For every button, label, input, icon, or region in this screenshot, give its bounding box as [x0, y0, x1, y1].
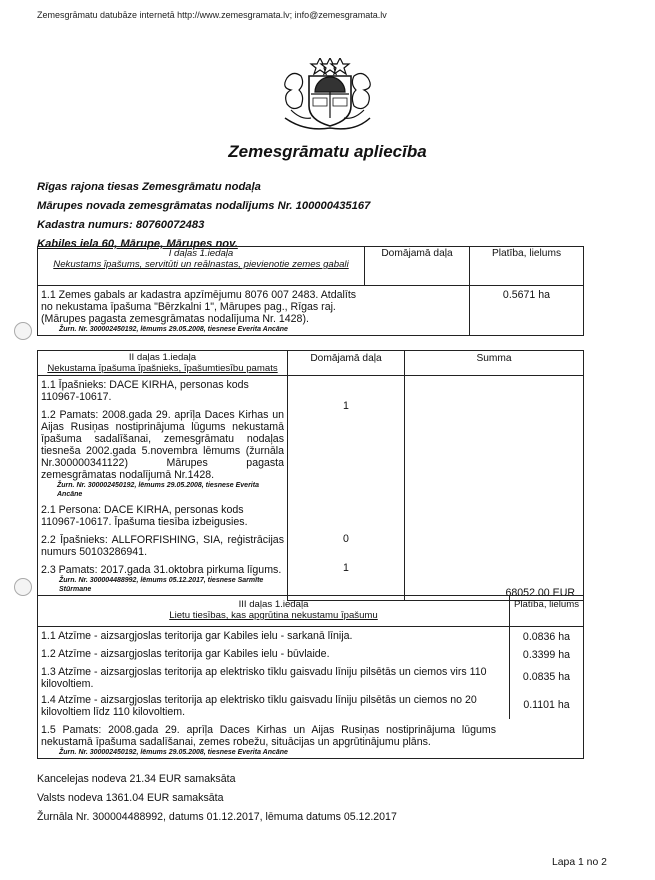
entry-area: 0.5671 ha — [470, 286, 584, 336]
entry-text: 1.2 Atzīme - aizsargjoslas teritorija gar Kabiles ielu - būvlaide. — [38, 645, 510, 663]
document-meta — [37, 178, 370, 254]
entry-text: 1.4 Atzīme - aizsargjoslas teritorija ap elektrisko tīklu gaisvadu līniju pilsētās un ciemos no 20 kilovoltiem līdz 110 kilovoltiem. — [38, 691, 510, 719]
journal-note: Žurn. Nr. 300002450192, lēmums 29.05.2008, tiesnese Everita Ancāne — [57, 482, 259, 498]
court-name: Rīgas rajona tiesas Zemesgrāmatu nodaļa — [37, 181, 261, 193]
state-fee: Valsts nodeva 1361.04 EUR samaksāta — [37, 792, 224, 804]
document-footer — [37, 770, 397, 827]
part1-subtitle: Nekustams īpašums, servitūti un reālnastas, pievienotie zemes gabali — [53, 259, 349, 270]
coat-of-arms-icon — [275, 58, 380, 133]
header-line: Zemesgrāmatu datubāze internetā http://www.zemesgramata.lv; info@zemesgramata.lv — [37, 10, 387, 20]
punch-hole-icon — [14, 578, 32, 596]
part2-col-sum: Summa — [405, 351, 584, 376]
entry-text: 2.3 Pamats: 2017.gada 31.oktobra pirkuma līgums. — [41, 564, 282, 576]
share-value: 0 — [343, 533, 349, 545]
cadastre-number: Kadastra numurs: 80760072483 — [37, 219, 205, 231]
entry-text: 2.2 Īpašnieks: ALLFORFISHING, SIA, reģistrācijas numurs 50103286941. — [41, 534, 284, 558]
table-row — [38, 376, 584, 601]
entry-area: 0.0836 ha — [510, 627, 584, 646]
part3-title: III daļas 1.iedaļa — [238, 599, 309, 610]
entry-area: 0.1101 ha — [510, 691, 584, 719]
part2-table — [37, 350, 584, 601]
division-number: Mārupes novada zemesgrāmatas nodalījums Nr. 100000435167 — [37, 200, 371, 212]
part2-title: II daļas 1.iedaļa — [128, 352, 197, 363]
journal-info: Žurnāla Nr. 300004488992, datums 01.12.2017, lēmuma datums 05.12.2017 — [37, 811, 397, 823]
entry-text: 1.1 Atzīme - aizsargjoslas teritorija gar Kabiles ielu - sarkanā līnija. — [38, 627, 510, 646]
punch-hole-icon — [14, 322, 32, 340]
part3-subtitle: Lietu tiesības, kas apgrūtina nekustamu īpašumu — [169, 610, 378, 621]
entry-area: 0.0835 ha — [510, 663, 584, 691]
part1-col-area: Platība, lielums — [470, 247, 584, 286]
entry-text: 1.2 Pamats: 2008.gada 29. aprīļa Daces Kirhas un Aijas Rusiņas nostiprinājuma lūgums nekustamā īpašuma sadalīšanai, zemesgrāmatu nodaļas tiesneša 2002.gada 5.novembra lēmums (žurnāla Nr.300000341122) Mārupes pagasta zemesgrāmatas nodalījumā Nr.1428. — [41, 409, 284, 481]
part3-table — [37, 595, 584, 759]
entry-area: 0.3399 ha — [510, 645, 584, 663]
table-row — [38, 645, 584, 663]
part1-title: I daļas 1.iedaļa — [168, 248, 234, 259]
part3-header — [38, 596, 584, 627]
property-address: Kabiles iela 60, Mārupe, Mārupes nov. — [37, 238, 238, 250]
table-row — [38, 663, 584, 691]
sum-value: 68052.00 EUR — [505, 587, 575, 599]
page-number: Lapa 1 no 2 — [552, 857, 607, 868]
table-row — [38, 719, 584, 759]
part2-col-share: Domājamā daļa — [288, 351, 405, 376]
journal-note: Žurn. Nr. 300002450192, lēmums 29.05.2008, tiesnese Everita Ancāne — [59, 326, 288, 333]
part3-col-area: Platība, lielums — [510, 596, 584, 627]
entry-text: 1.3 Atzīme - aizsargjoslas teritorija ap elektrisko tīklu gaisvadu līniju pilsētās un ciemos virs 110 kilovoltiem. — [38, 663, 510, 691]
share-value: 1 — [343, 400, 349, 412]
part2-subtitle: Nekustama īpašuma īpašnieks, īpašumtiesību pamats — [47, 363, 278, 374]
part1-table — [37, 246, 584, 336]
entry-text: 1.5 Pamats: 2008.gada 29. aprīļa Daces Kirhas un Aijas Rusiņas nostiprinājuma lūgums nekustamā īpašuma sadalīšanai, zemes robežu, situācijas un apgrūtinājumu plāns. — [41, 724, 496, 748]
office-fee: Kancelejas nodeva 21.34 EUR samaksāta — [37, 773, 236, 785]
journal-note: Žurn. Nr. 300002450192, lēmums 29.05.2008, tiesnese Everita Ancāne — [59, 749, 288, 756]
table-row — [38, 691, 584, 719]
journal-note: Žurn. Nr. 300004488992, lēmums 05.12.2017, tiesnese Sarmīte Stūrmane — [59, 577, 264, 593]
table-row — [38, 627, 584, 646]
entry-text: 1.1 Zemes gabals ar kadastra apzīmējumu 8076 007 2483. Atdalīts no nekustama īpašuma "Bērzkalni 1", Mārupes pag., Rīgas raj. (Mārupes pagasta zemesgrāmatas nodalījuma Nr. 1428). — [41, 289, 357, 325]
part2-header — [38, 351, 584, 376]
part1-header — [38, 247, 584, 286]
share-value: 1 — [343, 562, 349, 574]
part1-col-share: Domājamā daļa — [365, 247, 470, 286]
entry-text: 1.1 Īpašnieks: DACE KIRHA, personas kods 110967-10617. — [41, 379, 249, 403]
table-row — [38, 286, 584, 336]
document-title: Zemesgrāmatu apliecība — [228, 142, 427, 161]
entry-text: 2.1 Persona: DACE KIRHA, personas kods 110967-10617. Īpašuma tiesība izbeigusies. — [41, 504, 248, 528]
